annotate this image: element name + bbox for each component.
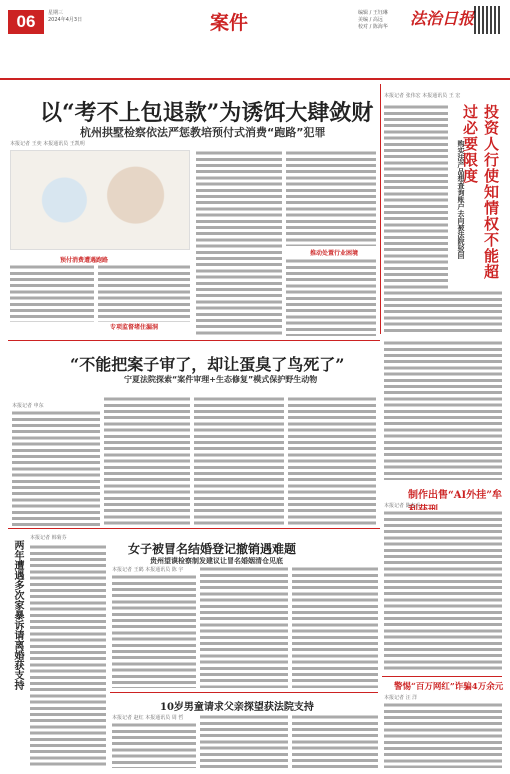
section-divider-3 bbox=[110, 692, 378, 693]
middle-byline: 本报记者 申东 bbox=[12, 403, 44, 409]
bottom-mid-body-col2 bbox=[200, 566, 288, 688]
middle-body-col4 bbox=[288, 396, 376, 526]
lead-subheadline: 杭州拱墅检察依法严惩教培预付式消费“跑路”犯罪 bbox=[80, 126, 326, 139]
middle-subheadline: 宁夏法院探索“案件审理+生态修复”模式保护野生动物 bbox=[124, 375, 318, 384]
section-title: 案件 bbox=[210, 12, 249, 34]
right-top-byline: 本报记者 张伟宏 本报通讯员 王 宏 bbox=[384, 93, 461, 99]
middle-body-col3 bbox=[194, 396, 284, 526]
right-bottom-byline: 本报记者 汪 洋 bbox=[384, 695, 418, 701]
bottom-mid2-body-col1 bbox=[112, 722, 196, 768]
page-number: 06 bbox=[8, 10, 44, 34]
right-mid-body bbox=[384, 510, 502, 672]
lead-body-col4 bbox=[286, 150, 376, 246]
right-bottom-body bbox=[384, 702, 502, 768]
column-divider bbox=[380, 84, 381, 334]
bottom-mid2-body-col3 bbox=[292, 714, 378, 768]
right-bottom-headline: 警惕“百万网红”诈骗4万余元 bbox=[394, 682, 504, 692]
middle-headline: “不能把案子审了，却让蛋臭了鸟死了” bbox=[70, 355, 345, 374]
designer-line: 美编 / 高远 bbox=[358, 17, 383, 23]
bottom-mid-body-col3 bbox=[292, 566, 378, 688]
masthead bbox=[0, 0, 510, 80]
lead-headline: 以“考不上包退款”为诱饵大肆敛财 bbox=[40, 100, 374, 126]
bottom-mid-subheadline: 贵州望谟检察制发建议让冒名婚姻清仓见底 bbox=[150, 557, 283, 565]
lead-subhead-2: 专项监督堵住漏洞 bbox=[110, 324, 159, 331]
editor-info bbox=[358, 10, 388, 31]
left-vertical-body bbox=[30, 544, 106, 766]
bottom-mid2-byline: 本报记者 赵红 本报通讯员 周 哲 bbox=[112, 715, 184, 721]
right-top-body-col2 bbox=[384, 290, 502, 334]
right-mid-body-top bbox=[384, 340, 502, 480]
weekday: 星期三 bbox=[48, 10, 64, 16]
lead-subhead-3: 推动处置行业困境 bbox=[310, 250, 359, 257]
proofreader-line: 校对 / 陈海华 bbox=[358, 24, 388, 30]
lead-body-col5 bbox=[286, 258, 376, 336]
bottom-mid-byline: 本报记者 王鹤 本报通讯员 陈 宇 bbox=[112, 567, 184, 573]
lead-illustration bbox=[10, 150, 190, 250]
editor-line: 编辑 / 王钰琳 bbox=[358, 10, 388, 16]
page-date bbox=[48, 10, 82, 24]
bottom-mid-headline: 女子被冒名结婚登记撤销遇难题 bbox=[128, 542, 297, 556]
lead-subhead-1: 预付消费遭遇跑路 bbox=[60, 257, 109, 264]
right-mid-byline: 本报记者 陈东升 bbox=[384, 503, 421, 509]
middle-body-col2 bbox=[104, 396, 190, 526]
date: 2024年4月3日 bbox=[48, 17, 83, 23]
right-top-subheadline: 购实法产品想查询账户去向被法院驳回 bbox=[457, 140, 465, 259]
right-mid-headline: 制作出售“AI外挂”牟 bbox=[408, 490, 502, 501]
bottom-mid2-headline: 10岁男童请求父亲探望获法院支持 bbox=[160, 702, 314, 713]
lead-body-col2 bbox=[98, 264, 190, 322]
bottom-mid2-body-col2 bbox=[200, 714, 288, 768]
left-vertical-byline: 本报记者 韩菊芬 bbox=[30, 535, 67, 541]
section-divider-2 bbox=[8, 528, 380, 529]
section-divider bbox=[8, 340, 380, 341]
section-divider-4 bbox=[382, 676, 502, 677]
right-top-headline: 投资人行使知情权不能超过必要限度 bbox=[461, 104, 500, 280]
lead-body-col3 bbox=[196, 150, 282, 336]
left-vertical-headline: 两年遭遇多次家暴诉请离婚获支持 bbox=[12, 540, 23, 690]
brand-logo: 法治日报 bbox=[410, 9, 475, 28]
lead-byline: 本报记者 王奕 本报通讯员 王凯明 bbox=[10, 141, 85, 147]
qr-code-icon bbox=[474, 6, 502, 34]
middle-body-col1 bbox=[12, 410, 100, 526]
bottom-mid-body-col1 bbox=[112, 574, 196, 688]
lead-body-col1 bbox=[10, 264, 94, 322]
